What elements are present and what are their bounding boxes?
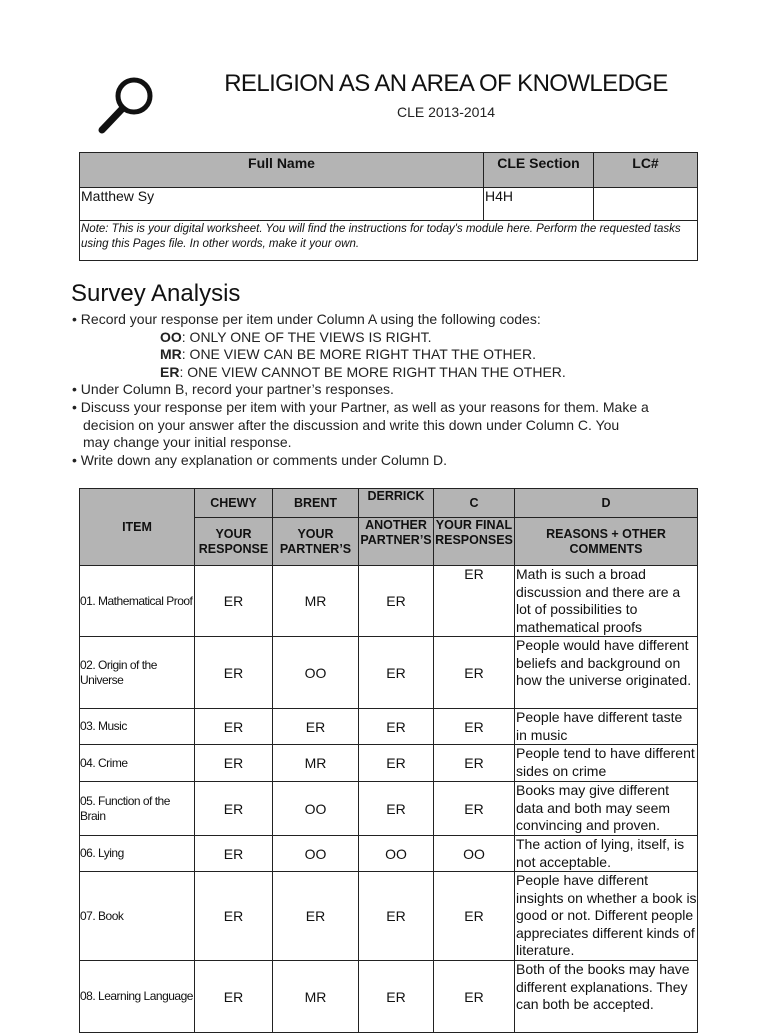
another-partner-cell[interactable]: OO (359, 836, 434, 872)
item-cell: 01. Mathematical Proof (80, 566, 195, 637)
partner-response-cell[interactable]: OO (273, 836, 359, 872)
full-name-header: Full Name (80, 153, 484, 188)
comments-header: REASONS + OTHER COMMENTS (515, 518, 698, 566)
lc-number-value[interactable] (594, 188, 698, 221)
comment-cell[interactable]: People tend to have different sides on crime (515, 745, 698, 782)
response-cell[interactable]: ER (195, 872, 273, 961)
item-cell: 07. Book (80, 872, 195, 961)
final-response-cell[interactable]: ER (434, 745, 515, 782)
page-title: RELIGION AS AN AREA OF KNOWLEDGE (224, 70, 668, 97)
item-cell: 06. Lying (80, 836, 195, 872)
final-responses-header: YOUR FINAL RESPONSES (434, 518, 515, 566)
column-b-header: BRENT (273, 489, 359, 518)
code-definition (72, 364, 712, 382)
table-row (80, 745, 698, 782)
code-text: : ONE VIEW CANNOT BE MORE RIGHT THAN THE OTHER. (179, 363, 566, 380)
item-cell: 03. Music (80, 709, 195, 745)
code-label: MR (160, 346, 182, 363)
partner-response-cell[interactable]: MR (273, 566, 359, 637)
code-label: ER (160, 363, 180, 380)
instruction-continuation: may change your initial response. (83, 434, 292, 451)
lc-number-header: LC# (594, 153, 698, 188)
table-row (80, 709, 698, 745)
response-cell[interactable]: ER (195, 961, 273, 1033)
response-cell[interactable]: ER (195, 709, 273, 745)
comment-cell[interactable]: People would have different beliefs and background on how the universe originated. (515, 637, 698, 709)
table-row (80, 566, 698, 637)
table-row (80, 836, 698, 872)
cle-section-header: CLE Section (484, 153, 594, 188)
section-heading: Survey Analysis (71, 280, 241, 307)
column-derrick-header: DERRICK (359, 489, 434, 518)
partner-response-cell[interactable]: MR (273, 961, 359, 1033)
item-header: ITEM (80, 489, 195, 566)
column-c-header: C (434, 489, 515, 518)
code-definition (72, 329, 712, 347)
instructions (72, 311, 712, 469)
partner-response-cell[interactable]: MR (273, 745, 359, 782)
instruction-bullet: • Under Column B, record your partner’s responses. (72, 381, 394, 398)
survey-table (79, 488, 698, 1033)
code-text: : ONE VIEW CAN BE MORE RIGHT THAT THE OTHER. (181, 346, 536, 363)
final-response-cell[interactable]: ER (434, 782, 515, 836)
table-row (80, 872, 698, 961)
instruction-continuation: decision on your answer after the discussion and write this down under Column C. You (83, 416, 620, 433)
cle-section-value[interactable]: H4H (484, 188, 594, 221)
final-response-cell[interactable]: OO (434, 836, 515, 872)
table-row (80, 961, 698, 1033)
instruction-bullet: • Discuss your response per item with your Partner, as well as your reasons for them. Make a (72, 398, 649, 415)
response-cell[interactable]: ER (195, 637, 273, 709)
comment-cell[interactable]: People have different insights on whether a book is good or not. Different people appreciates different kinds of literature. (515, 872, 698, 961)
response-cell[interactable]: ER (195, 566, 273, 637)
student-info-table (79, 152, 698, 261)
code-text: : ONLY ONE OF THE VIEWS IS RIGHT. (181, 328, 432, 345)
final-response-cell[interactable]: ER (434, 872, 515, 961)
full-name-value[interactable]: Matthew Sy (80, 188, 484, 221)
column-a-header: CHEWY (195, 489, 273, 518)
comment-cell[interactable]: Both of the books may have different explanations. They can both be accepted. (515, 961, 698, 1033)
item-cell: 05. Function of the Brain (80, 782, 195, 836)
code-label: OO (160, 328, 182, 345)
another-partner-cell[interactable]: ER (359, 709, 434, 745)
page-subtitle: CLE 2013-2014 (396, 104, 496, 120)
another-partner-cell[interactable]: ER (359, 872, 434, 961)
another-partner-cell[interactable]: ER (359, 566, 434, 637)
partner-response-cell[interactable]: OO (273, 637, 359, 709)
partner-response-cell[interactable]: ER (273, 709, 359, 745)
another-partner-header: ANOTHER PARTNER’S (359, 518, 434, 566)
response-cell[interactable]: ER (195, 836, 273, 872)
response-cell[interactable]: ER (195, 745, 273, 782)
partner-response-cell[interactable]: OO (273, 782, 359, 836)
comment-cell[interactable]: The action of lying, itself, is not acceptable. (515, 836, 698, 872)
another-partner-cell[interactable]: ER (359, 782, 434, 836)
another-partner-cell[interactable]: ER (359, 961, 434, 1033)
instruction-bullet: • Write down any explanation or comments under Column D. (72, 451, 448, 468)
final-response-cell[interactable]: ER (434, 961, 515, 1033)
code-definition (72, 346, 712, 364)
item-cell: 08. Learning Language (80, 961, 195, 1033)
your-partner-header: YOUR PARTNER’S (273, 518, 359, 566)
comment-cell[interactable]: Math is such a broad discussion and there are a lot of possibilities to mathematical proofs (515, 566, 698, 637)
instruction-bullet: • Record your response per item under Column A using the following codes: (72, 311, 541, 327)
column-d-header: D (515, 489, 698, 518)
partner-response-cell[interactable]: ER (273, 872, 359, 961)
response-cell[interactable]: ER (195, 782, 273, 836)
final-response-cell[interactable]: ER (434, 709, 515, 745)
your-response-header: YOUR RESPONSE (195, 518, 273, 566)
comment-cell[interactable]: People have different taste in music (515, 709, 698, 745)
final-response-cell[interactable]: ER (434, 637, 515, 709)
another-partner-cell[interactable]: ER (359, 745, 434, 782)
final-response-cell[interactable]: ER (434, 566, 515, 637)
table-row (80, 782, 698, 836)
item-cell: 02. Origin of the Universe (80, 637, 195, 709)
item-cell: 04. Crime (80, 745, 195, 782)
worksheet-note: Note: This is your digital worksheet. You will find the instructions for today's module here. Perform the requested tasks using this Pages file. In other words, make it your own. (80, 221, 698, 261)
magnifying-glass-icon (96, 72, 160, 136)
table-row (80, 637, 698, 709)
another-partner-cell[interactable]: ER (359, 637, 434, 709)
comment-cell[interactable]: Books may give different data and both may seem convincing and proven. (515, 782, 698, 836)
